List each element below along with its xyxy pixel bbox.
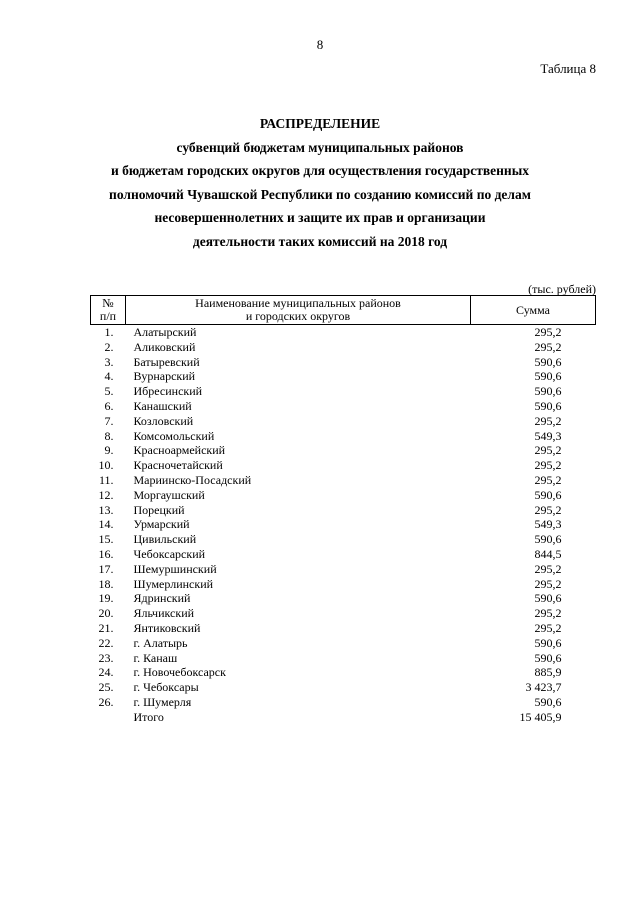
row-sum: 590,6: [534, 694, 562, 709]
row-number: 21.: [98, 620, 114, 635]
row-name: г. Чебоксары: [133, 680, 199, 695]
row-sum: 590,6: [534, 532, 562, 547]
title-line: и бюджетам городских округов для осуществления государственных: [111, 163, 529, 178]
row-sum: 295,2: [534, 325, 562, 339]
row-number: 11.: [98, 472, 114, 487]
row-sum: 590,6: [534, 487, 562, 502]
row-sum: 590,6: [534, 591, 562, 606]
row-sum: 590,6: [534, 384, 562, 399]
page-number: 8: [316, 37, 324, 52]
row-sum: 295,2: [534, 620, 562, 635]
table-body: [91, 325, 596, 725]
row-number: 10.: [98, 458, 114, 473]
row-number: 5.: [104, 384, 114, 399]
table-row: [91, 458, 596, 473]
table-row: [91, 488, 596, 503]
row-sum: 590,6: [534, 398, 562, 413]
table-row: [91, 577, 596, 592]
row-number: 24.: [98, 665, 114, 680]
table-row: [91, 547, 596, 562]
title-line: субвенций бюджетам муниципальных районов: [176, 139, 464, 155]
table-row: [91, 429, 596, 444]
row-sum: 3 423,7: [525, 680, 562, 695]
row-number: 8.: [104, 428, 114, 443]
row-name: Канашский: [133, 398, 192, 413]
title-line: РАСПРЕДЕЛЕНИЕ: [259, 116, 381, 131]
header-number-line2: п/п: [99, 309, 117, 323]
title-line: полномочий Чувашской Республики по созданию комиссий по делам: [109, 186, 531, 202]
table-row: [91, 562, 596, 577]
row-name: Моргаушский: [133, 487, 205, 502]
row-sum: 295,2: [534, 606, 562, 621]
row-sum: 295,2: [534, 472, 562, 487]
row-number: 2.: [104, 339, 114, 354]
row-name: Алатырский: [133, 325, 197, 339]
header-number: [91, 296, 126, 325]
row-name: Батыревский: [133, 354, 200, 369]
row-name: Мариинско-Посадский: [133, 472, 252, 487]
total-row: [91, 710, 596, 725]
row-sum: 295,2: [534, 443, 562, 458]
row-number: 7.: [104, 413, 114, 428]
header-name-line2: и городских округов: [245, 309, 351, 323]
table-row: [91, 636, 596, 651]
table-row: [91, 651, 596, 666]
row-number: 15.: [98, 532, 114, 547]
row-name: Вурнарский: [133, 369, 196, 384]
row-name: г. Канаш: [133, 650, 178, 665]
table-row: [91, 355, 596, 370]
row-number: 6.: [104, 398, 114, 413]
table-row: [91, 532, 596, 547]
row-number: 12.: [98, 487, 114, 502]
table-row: [91, 414, 596, 429]
row-name: Цивильский: [133, 532, 197, 547]
row-sum: 15 405,9: [519, 709, 562, 724]
table-row: [91, 606, 596, 621]
row-name: Порецкий: [133, 502, 185, 517]
table-header-row: [91, 296, 596, 325]
row-name: Урмарский: [133, 517, 190, 532]
row-number: 13.: [98, 502, 114, 517]
table-row: [91, 680, 596, 695]
row-sum: 590,6: [534, 635, 562, 650]
table-label: Таблица 8: [540, 61, 596, 76]
table-row: [91, 503, 596, 518]
table-row: [91, 369, 596, 384]
row-name: Шумерлинский: [133, 576, 214, 591]
row-sum: 295,2: [534, 413, 562, 428]
row-name: Шемуршинский: [133, 561, 217, 576]
row-sum: 295,2: [534, 576, 562, 591]
row-number: 4.: [104, 369, 114, 384]
table-row: [91, 591, 596, 606]
row-number: 20.: [98, 606, 114, 621]
table-row: [91, 399, 596, 414]
title-line: несовершеннолетних и защите их прав и организации: [154, 210, 486, 225]
row-number: 19.: [98, 591, 114, 606]
row-name: Козловский: [133, 413, 194, 428]
row-number: 22.: [98, 635, 114, 650]
row-number: 26.: [98, 694, 114, 709]
table-row: [91, 384, 596, 399]
row-sum: 590,6: [534, 369, 562, 384]
table-row: [91, 665, 596, 680]
row-sum: 590,6: [534, 650, 562, 665]
row-sum: 549,3: [534, 428, 562, 443]
row-number: 17.: [98, 561, 114, 576]
row-sum: 885,9: [534, 665, 562, 680]
row-name: Аликовский: [133, 339, 196, 354]
row-name: Ядринский: [133, 591, 191, 606]
row-sum: 295,2: [534, 339, 562, 354]
header-name: [126, 296, 471, 325]
row-number: 3.: [104, 354, 114, 369]
units-note: (тыс. рублей): [528, 282, 596, 296]
table-row: [91, 695, 596, 710]
row-sum: 295,2: [534, 458, 562, 473]
row-name: Чебоксарский: [133, 546, 206, 561]
header-name-line1: Наименование муниципальных районов: [195, 296, 401, 310]
row-sum: 590,6: [534, 354, 562, 369]
table-row: [91, 473, 596, 488]
row-number: 14.: [98, 517, 114, 532]
row-name: Итого: [133, 709, 164, 724]
table-row: [91, 340, 596, 355]
row-sum: 295,2: [534, 561, 562, 576]
row-name: Красноармейский: [133, 443, 226, 458]
row-number: 1.: [104, 325, 114, 339]
row-sum: 549,3: [534, 517, 562, 532]
row-number: 18.: [98, 576, 114, 591]
distribution-table: [90, 295, 596, 725]
row-name: Комсомольский: [133, 428, 215, 443]
row-number: 25.: [98, 680, 114, 695]
table-row: [91, 325, 596, 340]
table-row: [91, 443, 596, 458]
header-sum: Сумма: [471, 296, 596, 325]
header-number-line1: №: [102, 296, 114, 310]
row-name: г. Новочебоксарск: [133, 665, 226, 680]
row-number: 9.: [104, 443, 114, 458]
row-number: 16.: [98, 546, 114, 561]
title-line: деятельности таких комиссий на 2018 год: [192, 233, 448, 249]
row-name: Красночетайский: [133, 458, 223, 473]
row-name: Янтиковский: [133, 620, 201, 635]
table-row: [91, 621, 596, 636]
row-name: г. Шумерля: [133, 694, 192, 709]
row-name: Яльчикский: [133, 606, 195, 621]
row-number: 23.: [98, 650, 114, 665]
table-row: [91, 517, 596, 532]
row-name: г. Алатырь: [133, 635, 188, 650]
document-title: [0, 112, 640, 253]
row-sum: 844,5: [534, 546, 562, 561]
row-sum: 295,2: [534, 502, 562, 517]
row-name: Ибресинский: [133, 384, 203, 399]
row-number: [91, 710, 126, 725]
